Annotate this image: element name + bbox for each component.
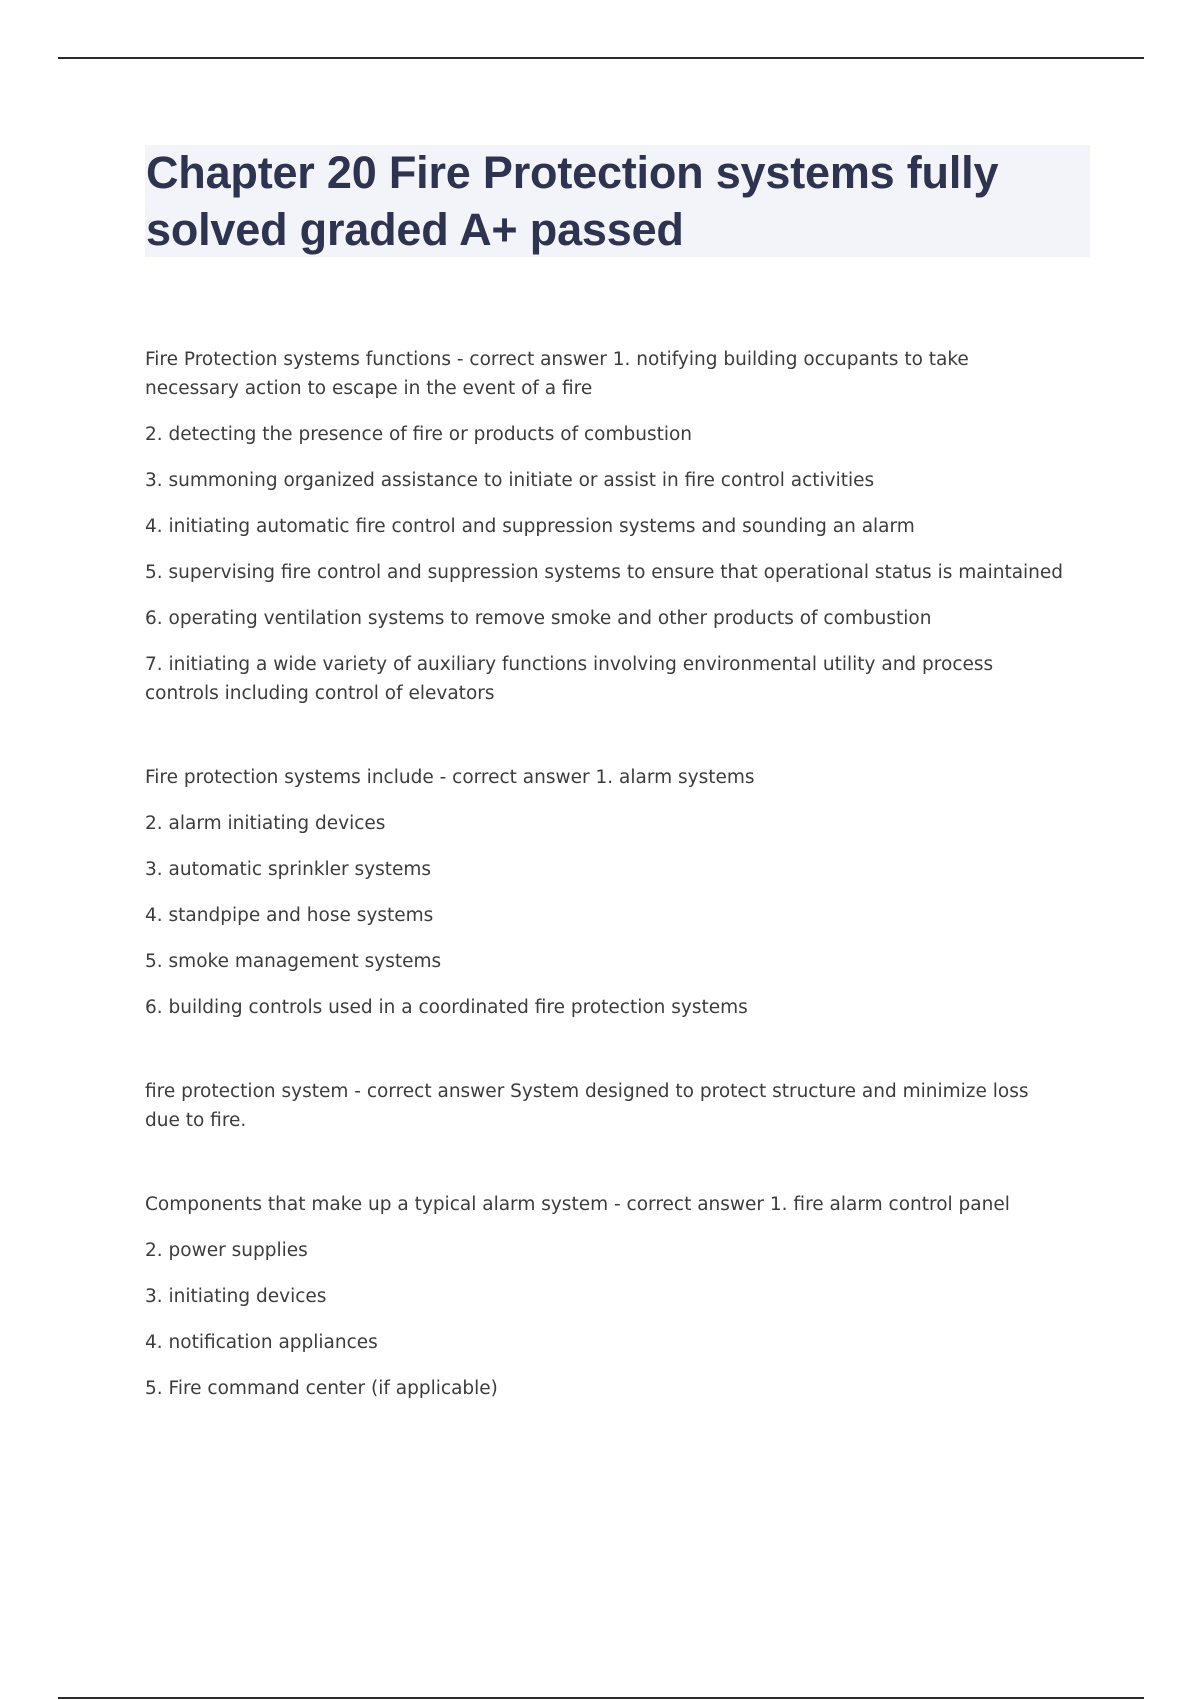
answer-line: Fire protection systems include - correct answer 1. alarm systems: [145, 767, 755, 788]
answer-line: 3. initiating devices: [145, 1286, 327, 1307]
top-divider: [58, 57, 1144, 59]
answer-line: 3. summoning organized assistance to initiate or assist in fire control activities: [145, 470, 875, 491]
answer-line: 2. alarm initiating devices: [145, 813, 386, 834]
document-body: [145, 345, 1065, 1458]
bottom-divider: [58, 1697, 1144, 1699]
answer-line: 5. Fire command center (if applicable): [145, 1378, 498, 1399]
answer-line: 4. standpipe and hose systems: [145, 905, 434, 926]
answer-line: 4. initiating automatic fire control and suppression systems and sounding an alarm: [145, 516, 915, 537]
answer-line: 2. power supplies: [145, 1240, 308, 1261]
answer-line: 6. operating ventilation systems to remove smoke and other products of combustion: [145, 608, 932, 629]
answer-line: 5. supervising fire control and suppression systems to ensure that operational status is maintained: [145, 562, 1064, 583]
qa-block: [145, 1077, 1065, 1135]
answer-line: 6. building controls used in a coordinated fire protection systems: [145, 997, 748, 1018]
answer-line: 7. initiating a wide variety of auxiliary functions involving environmental utility and process controls including control of elevators: [145, 654, 994, 704]
document-title: Chapter 20 Fire Protection systems fully solved graded A+ passed: [146, 147, 999, 255]
answer-line: 5. smoke management systems: [145, 951, 442, 972]
answer-line: Fire Protection systems functions - correct answer 1. notifying building occupants to take necessary action to escape in the event of a fire: [145, 349, 969, 399]
answer-line: fire protection system - correct answer System designed to protect structure and minimize loss due to fire.: [145, 1081, 1029, 1131]
answer-line: 2. detecting the presence of fire or products of combustion: [145, 424, 693, 445]
answer-line: 3. automatic sprinkler systems: [145, 859, 432, 880]
qa-block: [145, 1190, 1065, 1403]
answer-line: 4. notification appliances: [145, 1332, 378, 1353]
qa-block: [145, 345, 1065, 708]
qa-block: [145, 763, 1065, 1022]
answer-line: Components that make up a typical alarm system - correct answer 1. fire alarm control panel: [145, 1194, 1010, 1215]
